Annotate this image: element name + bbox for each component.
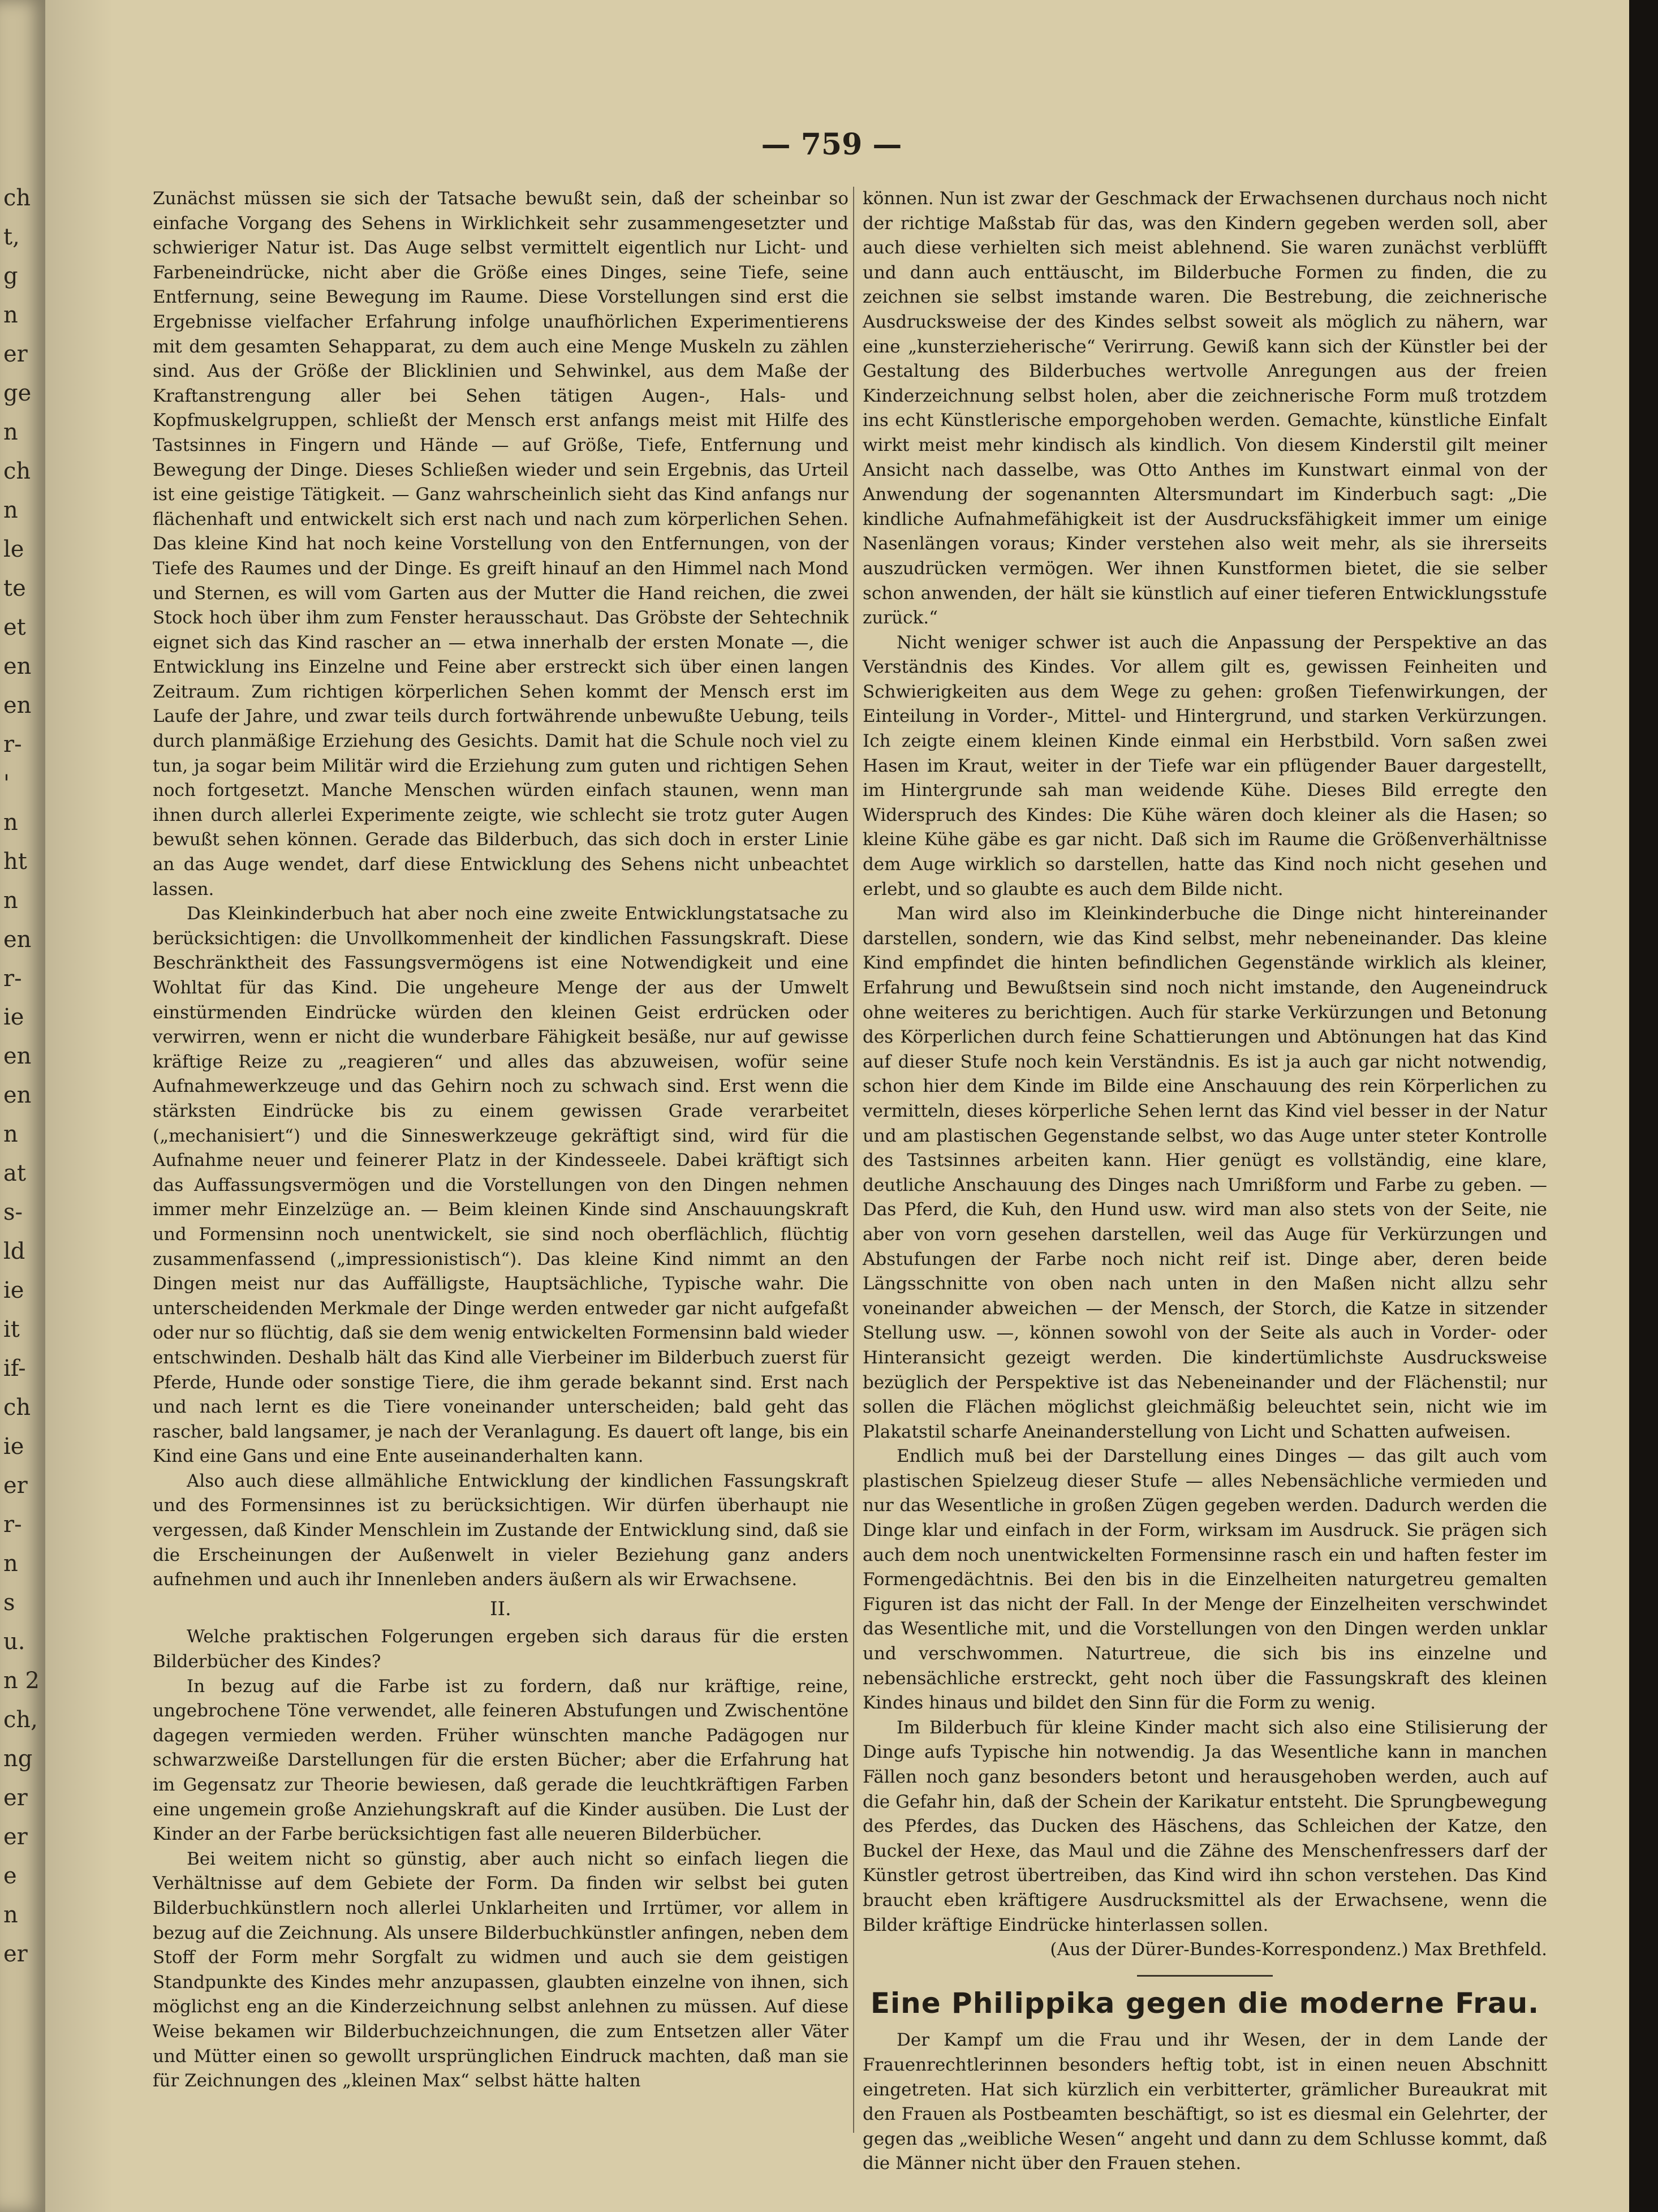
previous-page-fragment: it — [3, 1316, 20, 1343]
article-title: Eine Philippika gegen die moderne Frau. — [870, 1986, 1540, 2020]
previous-page-fragment: en — [3, 692, 32, 718]
previous-page-fragment: e — [3, 1862, 17, 1889]
previous-page-fragment: s — [3, 1590, 15, 1616]
previous-page-fragment: er — [3, 341, 28, 367]
previous-page-fragment: ch — [3, 185, 31, 211]
previous-page-fragment: n — [3, 497, 18, 523]
paragraph: Man wird also im Kleinkinderbuche die Dinge nicht hintereinander darstellen, sondern, wie das Kind selbst, mehr nebeneinander. Das kleine Kind empfindet die hinten befindlichen Gegenstände wirklich als kleiner, Erfahrung und Bewußtsein sind noch nicht imstande, den Augeneindruck ohne weiteres zu berichtigen. Auch für starke Verkürzungen und Betonung des Körperlichen durch feine Schattierungen und Abtönungen hat das Kind auf dieser Stufe noch kein Verständnis. Es ist ja auch gar nicht notwendig, schon hier dem Kinde im Bilde eine Anschauung des rein Körperlichen zu vermitteln, dieses körperliche Sehen lernt das Kind viel besser in der Natur und am plastischen Gegenstande selbst, wo das Auge unter steter Kontrolle des Tastsinnes arbeiten kann. Hier genügt es vollständig, eine klare, deutliche Anschauung des Dinges nach Umrißform und Farbe zu geben. — Das Pferd, die Kuh, den Hund usw. wird man also stets von der Seite, nie aber von vorn gesehen darstellen, weil das Auge für Verkürzungen und Abstufungen der Farbe noch nicht reif ist. Dinge aber, deren beide Längsschnitte von oben nach unten in den Maßen nicht allzu sehr voneinander abweichen — der Mensch, der Storch, die Katze in sitzender Stellung usw. —, können sowohl von der Seite als auch in Vorder- oder Hinteransicht gezeigt werden. Die kindertümlichste Ausdrucksweise bezüglich der Perspektive ist das Nebeneinander und der Flächenstil; nur sollen die Flächen möglichst gleichmäßig beleuchtet sein, nicht wie im Plakatstil scharfe Aneinanderstellung von Licht und Schatten aufweisen. — [863, 903, 1547, 1442]
column-divider — [853, 187, 854, 2133]
previous-page-fragment: ch — [3, 1395, 31, 1421]
previous-page-fragment: ch, — [3, 1707, 38, 1733]
paragraph: In bezug auf die Farbe ist zu fordern, daß nur kräftige, reine, ungebrochene Töne verwendet, alle feineren Abstufungen und Zwischentöne dagegen vermieden werden. Früher wünschten manche Padägogen nur schwarzweiße Darstellungen für die ersten Bücher; aber die Erfahrung hat im Gegensatz zur Theorie bewiesen, daß gerade die leuchtkräftigen Farben eine ungemein große Anziehungskraft auf die Kinder ausüben. Die Lust der Kinder an der Farbe berücksichtigen fast alle neueren Bilderbücher. — [153, 1676, 849, 1845]
page-number: — 759 — — [761, 127, 902, 162]
previous-page-fragment: ie — [3, 1434, 24, 1460]
paragraph: Nicht weniger schwer ist auch die Anpassung der Perspektive an das Verständnis des Kindes. Vor allem gilt es, gewissen Feinheiten und Schwierigkeiten aus dem Wege zu gehen: großen Tiefenwirkungen, der Einteilung in Vorder-, Mittel- und Hintergrund, und starken Verkürzungen. Ich zeigte einem kleinen Kinde einmal ein Herbstbild. Vorn saßen zwei Hasen im Kraut, weiter in der Tiefe war ein pflügender Bauer dargestellt, im Hintergrunde sah man weidende Kühe. Dieses Bild erregte den Widerspruch des Kindes: Die Kühe wären doch kleiner als die Hasen; so kleine Kühe gäbe es gar nicht. Daß sich im Raume die Größenverhältnisse dem Auge wirklich so darstellen, hatte das Kind noch nicht gesehen und erlebt, und so glaubte es auch dem Bilde nicht. — [863, 632, 1547, 900]
previous-page-fragment: r- — [3, 965, 22, 992]
previous-page-fragment: ie — [3, 1277, 24, 1304]
previous-page-fragment: r- — [3, 731, 22, 758]
paragraph: Welche praktischen Folgerungen ergeben sich daraus für die ersten Bilderbücher des Kindes? — [153, 1626, 849, 1672]
previous-page-fragment: r- — [3, 1512, 22, 1538]
previous-page-fragment: te — [3, 575, 26, 601]
previous-page-fragment: ge — [3, 380, 32, 406]
previous-page-fragment: ' — [3, 770, 10, 797]
previous-page-fragment: s- — [3, 1199, 23, 1226]
previous-page-fragment: ht — [3, 848, 27, 875]
previous-page-edge — [0, 0, 45, 2212]
previous-page-fragment: en — [3, 1082, 32, 1109]
previous-page-fragment: n — [3, 887, 18, 914]
previous-page-fragment: t, — [3, 223, 20, 250]
paragraph: Im Bilderbuch für kleine Kinder macht sich also eine Stilisierung der Dinge aufs Typische hin notwendig. Ja das Wesentliche kann in manchen Fällen noch ganz besonders betont und herausgehoben werden, auch auf die Gefahr hin, daß der Schein der Karikatur entsteht. Die Sprungbewegung des Pferdes, das Ducken des Häschens, das Schleichen der Katze, den Buckel der Hexe, das Maul und die Zähne des Menschenfressers darf der Künstler getrost übertreiben, das Kind wird ihn schon verstehen. Das Kind braucht eben kräftigere Ausdrucksmittel als der Erwachsene, wenn die Bilder kräftige Eindrücke hinterlassen sollen. — [863, 1717, 1547, 1935]
paragraph: Also auch diese allmähliche Entwicklung der kindlichen Fassungskraft und des Formensinnes ist zu berücksichtigen. Wir dürfen überhaupt nie vergessen, daß Kinder Menschlein im Zustande der Entwicklung sind, daß sie die Erscheinungen der Außenwelt in vieler Beziehung ganz anders aufnehmen und auch ihr Innenleben anders äußern als wir Erwachsene. — [153, 1470, 849, 1590]
previous-page-fragment: le — [3, 536, 24, 562]
previous-page-fragment: ng — [3, 1746, 33, 1772]
section-number: II. — [490, 1597, 511, 1620]
previous-page-fragment: er — [3, 1823, 28, 1850]
previous-page-fragment: n — [3, 809, 18, 836]
previous-page-fragment: ch — [3, 458, 31, 484]
previous-page-fragment: ie — [3, 1004, 24, 1031]
previous-page-fragment: en — [3, 653, 32, 679]
previous-page-fragment: n — [3, 1121, 18, 1148]
paragraph: Zunächst müssen sie sich der Tatsache bewußt sein, daß der scheinbar so einfache Vorgang des Sehens in Wirklichkeit sehr zusammengesetzter und schwieriger Natur ist. Das Auge selbst vermittelt eigentlich nur Licht- und Farbeneindrücke, nicht aber die Größe eines Dinges, seine Tiefe, seine Entfernung, seine Bewegung im Raume. Diese Vorstellungen sind erst die Ergebnisse vielfacher Erfahrung infolge unaufhörlichen Experimentierens mit dem gesamten Sehapparat, zu dem auch eine Menge Muskeln zu zählen sind. Aus der Größe der Blicklinien und Sehwinkel, aus dem Maße der Kraftanstrengung aller bei Sehen tätigen Augen-, Hals- und Kopfmuskelgruppen, schließt der Mensch erst anfangs meist mit Hilfe des Tastsinnes in Fingern und Hände — auf Größe, Tiefe, Entfernung und Bewegung der Dinge. Dieses Schließen wieder und sein Ergebnis, das Urteil ist eine geistige Tätigkeit. — Ganz wahrscheinlich sieht das Kind anfangs nur flächenhaft und entwickelt sich erst nach und nach zum körperlichen Sehen. Das kleine Kind hat noch keine Vorstellung von den Entfernungen, von der Tiefe des Raumes und der Dinge. Es greift hinauf an den Himmel nach Mond und Sternen, es will vom Garten aus der Mutter die Hand reichen, die zwei Stock hoch über ihm zum Fenster herausschaut. Das Gröbste der Sehtechnik eignet sich das Kind rascher an — etwa innerhalb der ersten Monate —, die Entwicklung ins Einzelne und Feine aber erstreckt sich über einen langen Zeitraum. Zum richtigen körperlichen Sehen kommt der Mensch erst im Laufe der Jahre, und zwar teils durch fortwährende unbewußte Uebung, teils durch planmäßige Erziehung des Gesichts. Damit hat die Schule noch viel zu tun, ja sogar beim Militär wird die Erziehung zum guten und richtigen Sehen noch fortgesetzt. Manche Menschen würden einfach staunen, wenn man ihnen durch allerlei Experimente zeigte, wie schlecht sie trotz guter Augen bewußt sehen können. Gerade das Bilderbuch, das sich doch in erster Linie an das Auge wendet, darf diese Entwicklung des Sehens nicht unbeachtet lassen. — [153, 188, 849, 900]
source-attribution: (Aus der Dürer-Bundes-Korrespondenz.) Max Brethfeld. — [1050, 1939, 1547, 1960]
previous-page-fragment: en — [3, 926, 32, 953]
previous-page-fragment: er — [3, 1473, 28, 1499]
paragraph: Bei weitem nicht so günstig, aber auch nicht so einfach liegen die Verhältnisse auf dem Gebiete der Form. Da finden wir selbst bei guten Bilderbuchkünstlern noch allerlei Unklarheiten und Irrtümer, vor allem in bezug auf die Zeichnung. Als unsere Bilderbuchkünstler anfingen, neben dem Stoff der Form mehr Sorgfalt zu widmen und auch sie dem geistigen Standpunkte des Kindes mehr anzupassen, glaubten einzelne von ihnen, sich möglichst eng an die Kinderzeichnung selbst anlehnen zu müssen. Auf diese Weise bekamen wir Bilderbuchzeichnungen, die zum Entsetzen aller Väter und Mütter einen so gewollt ursprünglichen Eindruck machten, daß man sie für Zeichnungen des „kleinen Max“ selbst hätte halten — [153, 1848, 849, 2091]
previous-page-fragment: en — [3, 1043, 32, 1070]
binding-edge — [1629, 0, 1658, 2212]
left-column — [153, 187, 849, 2133]
previous-page-fragment: n — [3, 302, 18, 328]
previous-page-fragment: n — [3, 1551, 18, 1577]
paragraph: Der Kampf um die Frau und ihr Wesen, der in dem Lande der Frauenrechtlerinnen besonders heftig tobt, ist in einen neuen Abschnitt eingetreten. Hat sich kürzlich ein verbitterter, grämlicher Bureaukrat mit den Frauen als Postbeamten beschäftigt, so ist es diesmal ein Gelehrter, der gegen das „weibliche Wesen“ angeht und dann zu dem Schlusse kommt, daß die Männer nicht über den Frauen stehen. — [863, 2030, 1547, 2174]
previous-page-fragment: ld — [3, 1238, 25, 1265]
paragraph: können. Nun ist zwar der Geschmack der Erwachsenen durchaus noch nicht der richtige Maßstab für das, was den Kindern gegeben werden soll, aber auch diese verhielten sich meist ablehnend. Sie waren zunächst verblüfft und dann auch enttäuscht, im Bilderbuche Formen zu finden, die zu zeichnen sie selbst imstande waren. Die Bestrebung, die zeichnerische Ausdrucksweise der des Kindes selbst soweit als möglich zu nähern, war eine „kunsterzieherische“ Verirrung. Gewiß kann sich der Künstler bei der Gestaltung des Bilderbuches wertvolle Anregungen aus der freien Kinderzeichnung selbst holen, aber die zeichnerische Form muß trotzdem ins echt Künstlerische emporgehoben werden. Gemachte, künstliche Einfalt wirkt meist mehr kindisch als kindlich. Von diesem Kinderstil gilt meiner Ansicht nach dasselbe, was Otto Anthes im Kunstwart einmal von der Anwendung der sogenannten Altersmundart im Kinderbuch sagt: „Die kindliche Aufnahmefähigkeit ist der Ausdrucksfähigkeit immer um einige Nasenlängen voraus; Kinder verstehen also weit mehr, als sie ihrerseits auszudrücken vermögen. Wer ihnen Kunstformen bietet, die sie selber schon anwenden, der hält sie künstlich auf einer tieferen Entwicklungsstufe zurück.“ — [863, 188, 1547, 629]
previous-page-fragment: if- — [3, 1355, 26, 1382]
separator-rule — [1137, 1975, 1273, 1977]
previous-page-fragment: u. — [3, 1629, 25, 1655]
paragraph: Endlich muß bei der Darstellung eines Dinges — das gilt auch vom plastischen Spielzeug dieser Stufe — alles Nebensächliche vermieden und nur das Wesentliche in großen Zügen gegeben werden. Dadurch werden die Dinge klar und einfach in der Form, wirksam im Ausdruck. Sie prägen sich auch dem noch unentwickelten Formensinne rasch ein und haften fester im Formengedächtnis. Bei den bis in die Einzelheiten naturgetreu gemalten Figuren ist das nicht der Fall. In der Menge der Einzelheiten verschwindet das Wesentliche mit, und die Vorstellungen von den Dingen werden unklar und verschwommen. Naturtreue, die sich bis ins einzelne und nebensächliche erstreckt, geht noch über die Fassungskraft des kleinen Kindes hinaus und bildet den Sinn für die Form zu wenig. — [863, 1446, 1547, 1714]
previous-page-fragment: g — [3, 262, 18, 289]
previous-page-fragment: n 2 — [3, 1668, 40, 1694]
previous-page-fragment: er — [3, 1784, 28, 1811]
previous-page-fragment: n — [3, 419, 18, 445]
paragraph: Das Kleinkinderbuch hat aber noch eine zweite Entwicklungstatsache zu berücksichtigen: die Unvollkommenheit der kindlichen Fassungskraft. Diese Beschränktheit des Fassungsvermögens ist eine Notwendigkeit und eine Wohltat für das Kind. Die ungeheure Menge der aus der Umwelt einstürmenden Eindrücke würden den kleinen Geist erdrücken oder verwirren, wenn er nicht die wunderbare Fähigkeit besäße, nur auf gewisse kräftige Reize zu „reagieren“ und alles das abzuweisen, wofür seine Aufnahmewerkzeuge und das Gehirn noch zu schwach sind. Erst wenn die stärksten Eindrücke bis zu einem gewissen Grade verarbeitet („mechanisiert“) und die Sinneswerkzeuge gekräftigt sind, wird für die Aufnahme neuer und feinerer Platz in der Kindesseele. Dabei kräftigt sich das Auffassungsvermögen und die Vorstellungen von den Dingen nehmen immer mehr Einzelzüge an. — Beim kleinen Kinde sind Anschauungskraft und Formensinn noch unentwickelt, sie sind noch oberflächlich, flüchtig zusammenfassend („impressionistisch“). Das kleine Kind nimmt an den Dingen meist nur das Auffälligste, Hauptsächliche, Typische wahr. Die unterscheidenden Merkmale der Dinge werden entweder gar nicht aufgefaßt oder nur so flüchtig, daß sie dem wenig entwickelten Formensinn bald wieder entschwinden. Deshalb hält das Kind alle Vierbeiner im Bilderbuch zuerst für Pferde, Hunde oder sonstige Tiere, die ihm gerade bekannt sind. Erst nach und nach lernt es die Tiere voneinander unterscheiden; bald geht das rascher, bald langsamer, je nach der Veranlagung. Es dauert oft lange, bis ein Kind eine Gans und eine Ente auseinanderhalten kann. — [153, 903, 849, 1467]
right-column — [863, 187, 1547, 2174]
previous-page-fragment: n — [3, 1901, 18, 1928]
previous-page-fragment: et — [3, 614, 26, 640]
previous-page-fragment: er — [3, 1940, 28, 1967]
previous-page-fragment: at — [3, 1160, 26, 1187]
